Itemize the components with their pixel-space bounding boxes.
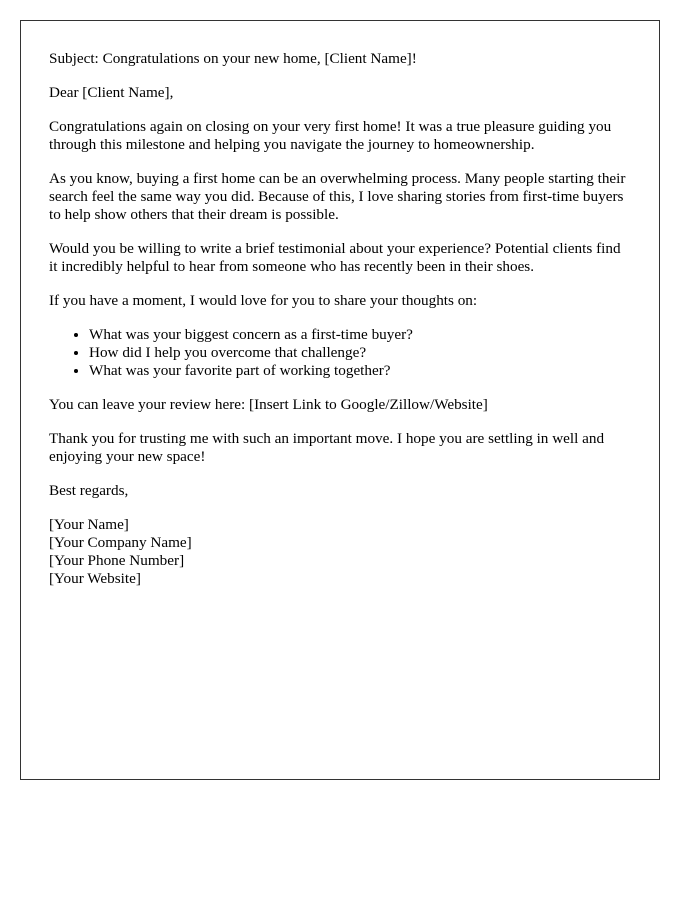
signature-company: [Your Company Name] [49, 534, 192, 551]
letter-document [20, 20, 660, 780]
review-link-line: You can leave your review here: [Insert Link to Google/Zillow/Website] [49, 396, 488, 413]
letter-subject: Subject: Congratulations on your new home, [Client Name]! [49, 50, 417, 67]
letter-sign-off: Best regards, [49, 482, 129, 499]
question-item: • What was your favorite part of working together? [89, 362, 631, 380]
letter-paragraph-2: As you know, buying a first home can be an overwhelming process. Many people starting their search feel the same way you did. Because of this, I love sharing stories from first-time buyers to help show others that their dream is possible. [49, 170, 626, 223]
letter-paragraph-4: If you have a moment, I would love for you to share your thoughts on: [49, 292, 478, 309]
signature-website: [Your Website] [49, 570, 141, 587]
signature-block [49, 516, 631, 588]
letter-closing-paragraph: Thank you for trusting me with such an important move. I hope you are settling in well and enjoying your new space! [49, 430, 605, 465]
letter-paragraph-3: Would you be willing to write a brief testimonial about your experience? Potential clients find it incredibly helpful to hear from someone who has recently been in their shoes. [49, 240, 621, 275]
question-item: • How did I help you overcome that challenge? [89, 344, 631, 362]
question-item: • What was your biggest concern as a first-time buyer? [89, 326, 631, 344]
question-list [49, 326, 631, 380]
letter-salutation: Dear [Client Name], [49, 84, 174, 101]
letter-paragraph-1: Congratulations again on closing on your very first home! It was a true pleasure guiding you through this milestone and helping you navigate the journey to homeownership. [49, 118, 612, 153]
signature-phone: [Your Phone Number] [49, 552, 185, 569]
signature-name: [Your Name] [49, 516, 129, 533]
